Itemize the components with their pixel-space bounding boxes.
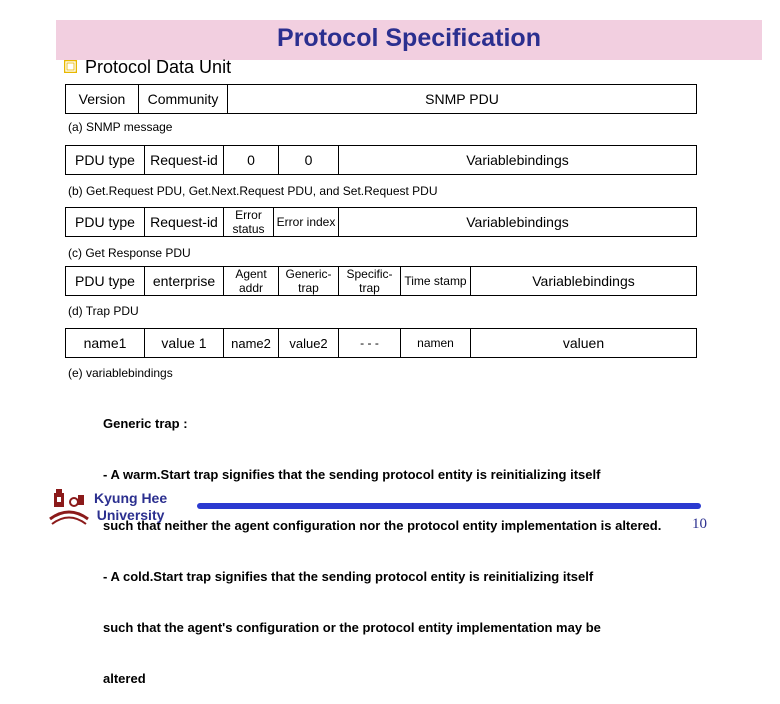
snmp-message-row — [65, 84, 697, 114]
caption-d: (d) Trap PDU — [68, 304, 139, 318]
field-zero-1: 0 — [224, 146, 279, 174]
university-logo-icon — [48, 489, 90, 525]
note-line: Generic trap : — [103, 416, 188, 431]
caption-b: (b) Get.Request PDU, Get.Next.Request PDU, and Set.Request PDU — [68, 184, 438, 198]
field-request-id: Request-id — [145, 146, 224, 174]
field-error-index: Error index — [274, 208, 339, 236]
trap-pdu-row — [65, 266, 697, 296]
note-line: such that neither the agent configuration nor the protocol entity implementation is altered. — [103, 518, 662, 533]
field-name1: name1 — [66, 329, 145, 357]
university-name-line2: University — [96, 507, 165, 523]
field-pdu-type: PDU type — [66, 267, 145, 295]
note-line: altered — [103, 671, 146, 686]
field-agent-addr: Agent addr — [224, 267, 279, 295]
note-line: - A warm.Start trap signifies that the sending protocol entity is reinitializing itself — [103, 467, 601, 482]
field-ellipsis: - - - — [339, 329, 401, 357]
note-line: such that the agent's configuration or the protocol entity implementation may be — [103, 620, 601, 635]
field-version: Version — [66, 85, 139, 113]
caption-c: (c) Get Response PDU — [68, 246, 191, 260]
section-heading: Protocol Data Unit — [85, 57, 232, 77]
field-pdu-type: PDU type — [66, 146, 145, 174]
field-error-status: Error status — [224, 208, 274, 236]
field-snmp-pdu: SNMP PDU — [425, 91, 499, 107]
field-specific-trap: Specific-trap — [339, 267, 401, 295]
field-variablebindings: Variablebindings — [532, 273, 635, 289]
field-request-id: Request-id — [145, 208, 224, 236]
variablebindings-row — [65, 328, 697, 358]
field-time-stamp: Time stamp — [401, 267, 471, 295]
university-name-line1: Kyung Hee — [94, 490, 168, 506]
field-value1: value 1 — [145, 329, 224, 357]
caption-e: (e) variablebindings — [68, 366, 173, 380]
field-zero-2: 0 — [279, 146, 339, 174]
generic-trap-notes — [103, 381, 661, 704]
caption-a: (a) SNMP message — [68, 120, 173, 134]
university-name — [94, 490, 167, 524]
field-enterprise: enterprise — [145, 267, 224, 295]
field-variablebindings: Variablebindings — [466, 214, 569, 230]
footer-bar — [197, 503, 701, 509]
field-namen: namen — [401, 329, 471, 357]
page-title: Protocol Specification — [277, 24, 541, 52]
page-number: 10 — [692, 516, 707, 532]
note-line: - A cold.Start trap signifies that the sending protocol entity is reinitializing itself — [103, 569, 594, 584]
get-request-pdu-row — [65, 145, 697, 175]
field-name2: name2 — [224, 329, 279, 357]
field-variablebindings: Variablebindings — [466, 152, 569, 168]
field-value2: value2 — [279, 329, 339, 357]
field-generic-trap: Generic-trap — [279, 267, 339, 295]
field-valuen: valuen — [562, 335, 605, 351]
get-response-pdu-row — [65, 207, 697, 237]
checkbox-bullet-icon — [64, 60, 77, 73]
field-community: Community — [139, 85, 228, 113]
field-pdu-type: PDU type — [66, 208, 145, 236]
